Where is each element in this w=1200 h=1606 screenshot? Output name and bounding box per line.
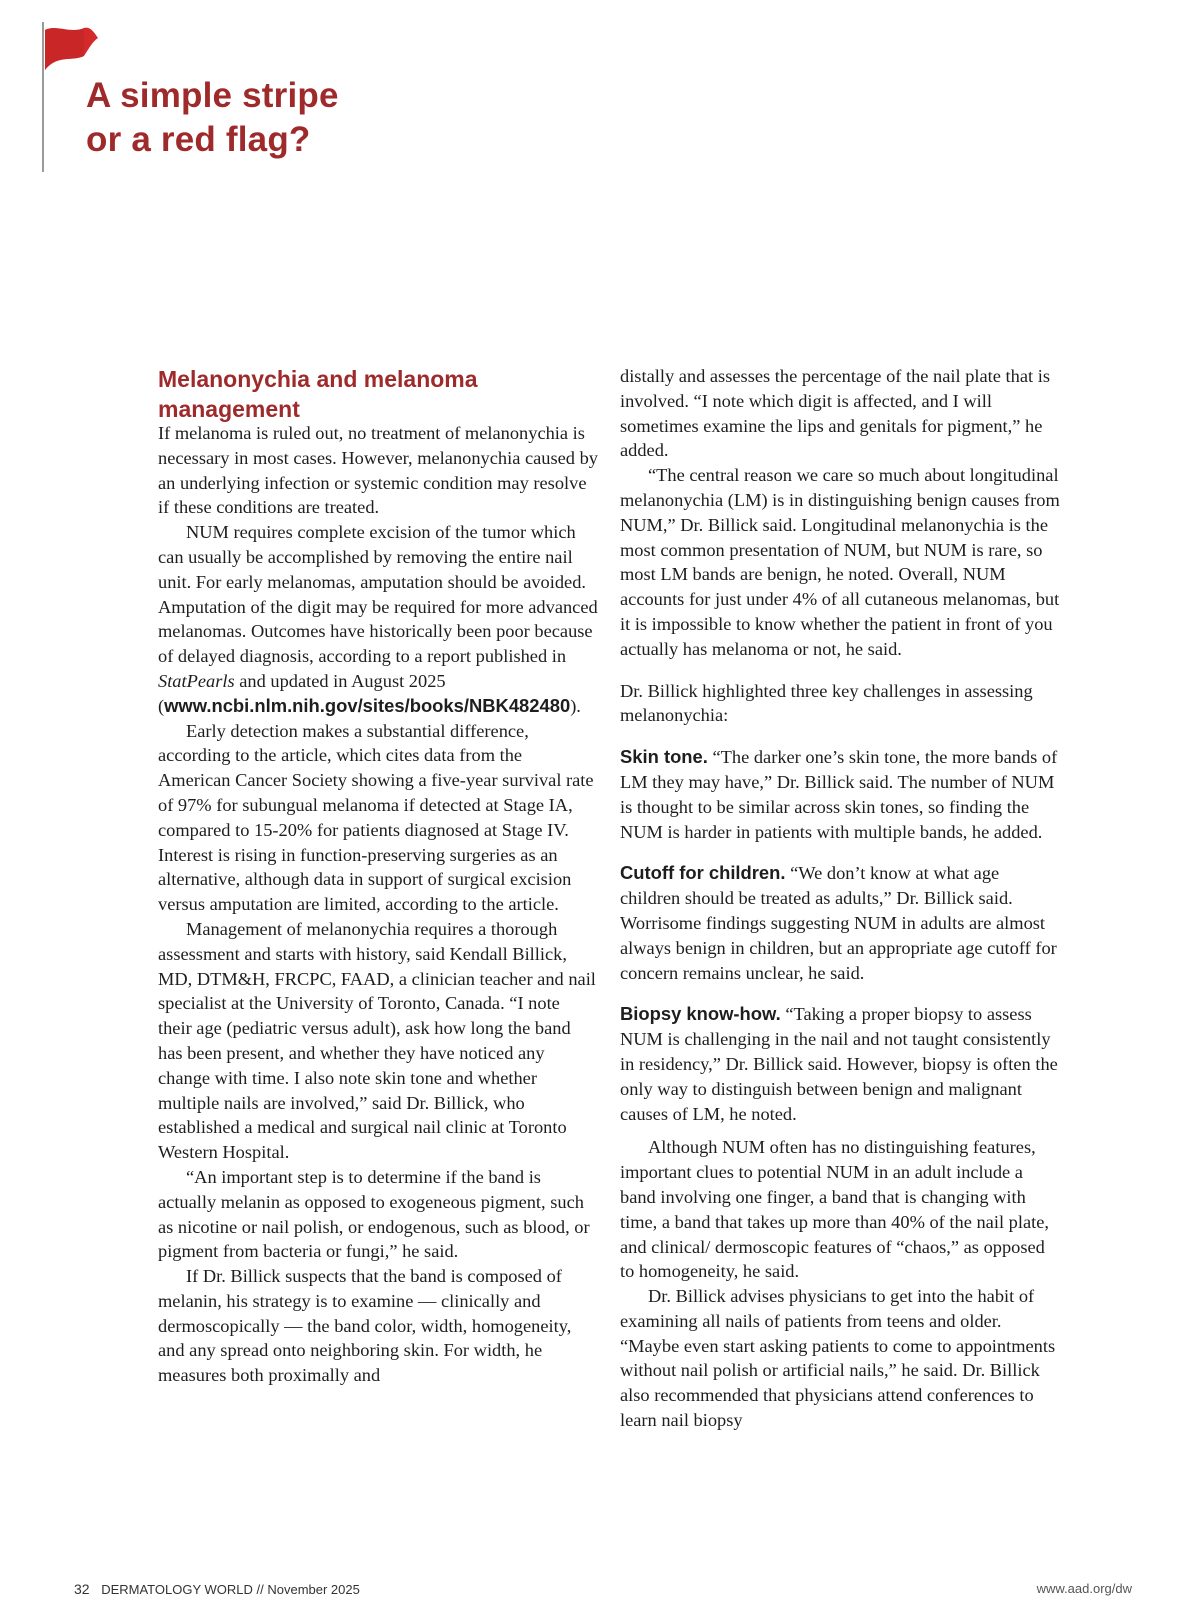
footer-url[interactable]: www.aad.org/dw [1036,1581,1132,1596]
right-paragraph-1: distally and assesses the percentage of the nail plate that is involved. “I note which digit is affected, and I will sometimes examine the lips and genitals for pigment,” he added. [620,366,1050,461]
section-heading-line-1: Melanonychia and melanoma [158,366,478,392]
page-number: 32 [74,1581,90,1597]
right-paragraph-2: “The central reason we care so much about longitudinal melanonychia (LM) is in distinguishing benign causes from NUM,” Dr. Billick said. Longitudinal melanonychia is the most common presentation of NUM, but NUM is rare, so most LM bands are benign, he noted. Overall, NUM accounts for just under 4% of all cutaneous melanomas, but it is impossible to know whether the patient in front of you actually has melanoma or not, he said. [620,465,1060,659]
section-heading [158,364,598,424]
headline-line-1: A simple stripe [86,76,339,115]
challenge-biopsy-label: Biopsy know-how. [620,1003,781,1025]
left-paragraph-2 [158,520,598,718]
challenge-skin-tone-text: “The darker one’s skin tone, the more bands of LM they may have,” Dr. Billick said. The number of NUM is thought to be similar across skin tones, so finding the NUM is harder in patients with multiple bands, he added. [620,747,1058,842]
journal-name: StatPearls [158,670,235,691]
left-paragraph-1: If melanoma is ruled out, no treatment of melanonychia is necessary in most cases. However, melanonychia caused by an underlying infection or systemic condition may resolve if these conditions are treated. [158,423,598,518]
challenge-skin-tone-label: Skin tone. [620,746,708,768]
challenge-cutoff-label: Cutoff for children. [620,862,786,884]
challenge-biopsy [620,1002,1060,1126]
left-column [158,364,598,1388]
challenge-cutoff [620,861,1060,985]
page-footer [74,1581,1132,1601]
challenge-biopsy-text: “Taking a proper biopsy to assess NUM is challenging in the nail and not taught consistently in residency,” Dr. Billick said. However, biopsy is often the only way to distinguish between benign and malignant causes of LM, he noted. [620,1004,1058,1124]
left-paragraph-6: If Dr. Billick suspects that the band is composed of melanin, his strategy is to examine — clinically and dermoscopically — the band color, width, homogeneity, and any spread onto neighboring skin. For width, he measures both proximally and [158,1266,572,1386]
reference-link[interactable]: www.ncbi.nlm.nih.gov/sites/books/NBK482480 [164,694,571,716]
section-heading-line-2: management [158,396,300,422]
publication-info: DERMATOLOGY WORLD // November 2025 [101,1582,360,1597]
right-column [620,364,1060,1433]
left-paragraph-4: Management of melanonychia requires a thorough assessment and starts with history, said Kendall Billick, MD, DTM&H, FRCPC, FAAD, a clinician teacher and nail specialist at the University of Toronto, Canada. “I note their age (pediatric versus adult), ask how long the band has been present, and whether they have noticed any change with time. I also note skin tone and whether multiple nails are involved,” said Dr. Billick, who established a medical and surgical nail clinic at Toronto Western Hospital. [158,918,596,1163]
headline [86,74,506,162]
left-paragraph-2-text: NUM requires complete excision of the tumor which can usually be accomplished by removing the entire nail unit. For early melanomas, amputation should be avoided. Amputation of the digit may be required for more advanced melanomas. Outcomes have historically been poor because of delayed diagnosis, according to a report published in [158,522,598,667]
left-paragraph-5: “An important step is to determine if the band is actually melanin as opposed to exogeneous pigment, such as nicotine or nail polish, or endogenous, such as blood, or pigment from bacteria or fungi,” he said. [158,1166,590,1262]
challenge-cutoff-text: “We don’t know at what age children should be treated as adults,” Dr. Billick said. Worrisome findings suggesting NUM in adults are almost always benign in children, but an appropriate age cutoff for concern remains unclear, he said. [620,863,1057,983]
right-paragraph-3: Dr. Billick highlighted three key challenges in assessing melanonychia: [620,680,1033,726]
right-paragraph-5: Dr. Billick advises physicians to get into the habit of examining all nails of patients from teens and older. “Maybe even start asking patients to come to appointments without nail polish or artificial nails,” he said. Dr. Billick also recommended that physicians attend conferences to learn nail biopsy [620,1286,1056,1431]
left-paragraph-2-end: ). [570,695,581,716]
headline-line-2: or a red flag? [86,120,311,159]
challenge-skin-tone [620,745,1060,844]
right-paragraph-4: Although NUM often has no distinguishing features, important clues to potential NUM in an adult include a band involving one finger, a band that is changing with time, a band that takes up more than 40% of the nail plate, and clinical/ dermoscopic features of “chaos,” as opposed to homogeneity, he said. [620,1137,1049,1282]
left-paragraph-3: Early detection makes a substantial difference, according to the article, which cites data from the American Cancer Society showing a five-year survival rate of 97% for subungual melanoma if detected at Stage IA, compared to 15-20% for patients diagnosed at Stage IV. Interest is rising in function-preserving surgeries as an alternative, although data in support of surgical excision versus amputation are limited, according to the article. [158,720,594,915]
left-paragraph-2-mid: and updated in August 2025 ( [158,670,446,716]
